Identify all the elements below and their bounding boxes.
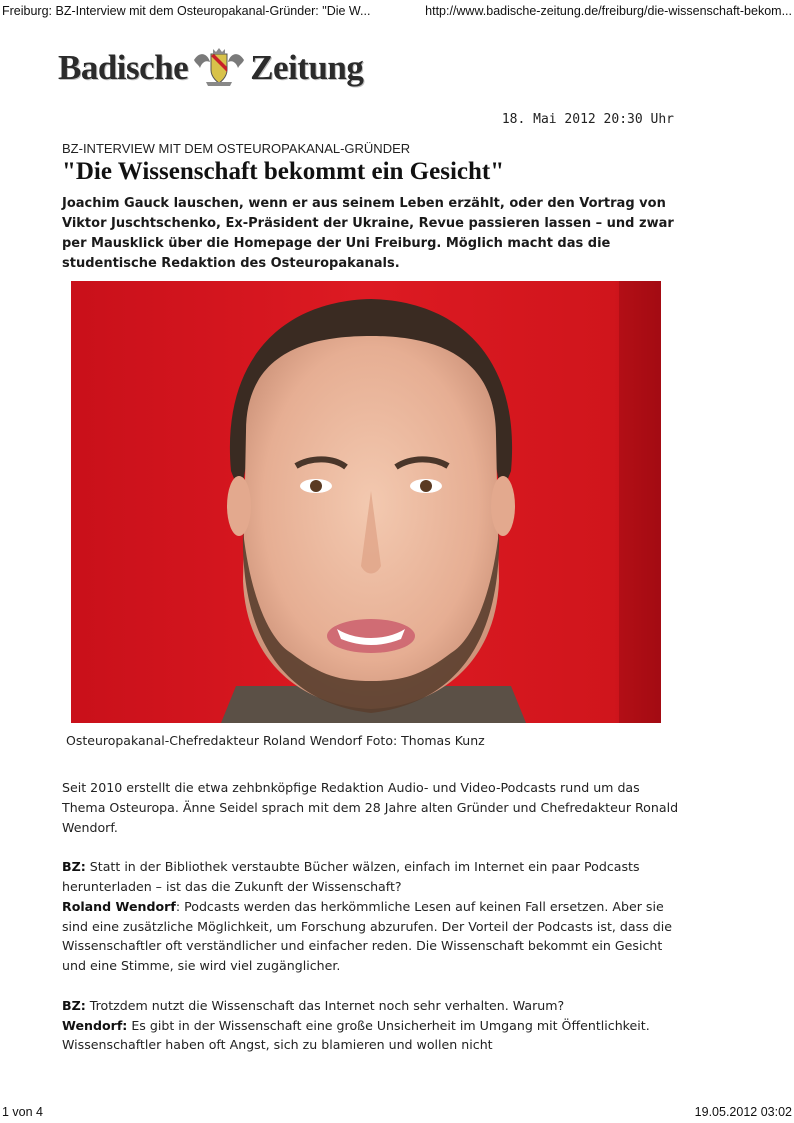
- article-intro: Seit 2010 erstellt die etwa zehbnköpfige Redaktion Audio- und Video-Podcasts rund um das Thema Osteuropa. Änne Seidel sprach mit dem 28 Jahre alten Gründer und Chefredakteur Ronald Wendorf.: [62, 780, 679, 835]
- print-page-title: Freiburg: BZ-Interview mit dem Osteuropakanal-Gründer: "Die W...: [2, 4, 371, 18]
- answer-label: Wendorf:: [62, 1017, 128, 1033]
- question-text: Statt in der Bibliothek verstaubte Bücher wälzen, einfach im Internet ein paar Podcasts herunterladen – ist das die Zukunft der Wissenschaft?: [62, 859, 640, 894]
- print-header: [0, 4, 794, 22]
- print-footer: [0, 1105, 794, 1121]
- interview-block-2: [62, 996, 682, 1055]
- portrait-illustration: [71, 281, 661, 723]
- logo-word-zeitung: Zeitung: [250, 48, 364, 87]
- question-text: Trotzdem nutzt die Wissenschaft das Internet noch sehr verhalten. Warum?: [85, 997, 565, 1013]
- answer-text: Es gibt in der Wissenschaft eine große Unsicherheit im Umgang mit Öffentlichkeit. Wissenschaftler haben oft Angst, sich zu blamieren und wollen nicht: [62, 1017, 650, 1053]
- question-label: BZ:: [62, 859, 86, 875]
- interview-block-1: [62, 857, 682, 976]
- answer-label: Roland Wendorf: [62, 898, 176, 914]
- portrait-photo: [71, 281, 661, 723]
- coat-of-arms-icon: [190, 46, 248, 90]
- photo-caption: Osteuropakanal-Chefredakteur Roland Wendorf Foto: Thomas Kunz: [66, 733, 485, 748]
- article-body: [62, 778, 682, 1075]
- article-lead: Joachim Gauck lauschen, wenn er aus seinem Leben erzählt, oder den Vortrag von Viktor Juschtschenko, Ex-Präsident der Ukraine, Revue passieren lassen – und zwar per Mausklick über die Homepage der Uni Freiburg. Möglich macht das die studentische Redaktion des Osteuropakanals.: [62, 196, 674, 271]
- page-number: 1 von 4: [2, 1105, 44, 1119]
- article-headline: "Die Wissenschaft bekommt ein Gesicht": [62, 158, 505, 185]
- print-timestamp: 19.05.2012 03:02: [694, 1105, 792, 1119]
- logo-word-badische: Badische: [58, 48, 189, 87]
- newspaper-logo: [58, 44, 363, 92]
- answer-text: : Podcasts werden das herkömmliche Lesen auf keinen Fall ersetzen. Aber sie sind eine zusätzliche Möglichkeit, um Forschung abzurufen. Der Vorteil der Podcasts ist, dass die Wissenschaftler oft verständlicher und einfacher reden. Die Wissenschaft bekommt ein Gesicht und eine Stimme, sie wird viel zugänglicher.: [62, 898, 672, 974]
- question-label: BZ:: [62, 997, 86, 1013]
- print-page-url: http://www.badische-zeitung.de/freiburg/die-wissenschaft-bekom...: [425, 4, 792, 18]
- article-date: 18. Mai 2012 20:30 Uhr: [501, 112, 674, 127]
- article-kicker: BZ-INTERVIEW MIT DEM OSTEUROPAKANAL-GRÜNDER: [62, 141, 411, 156]
